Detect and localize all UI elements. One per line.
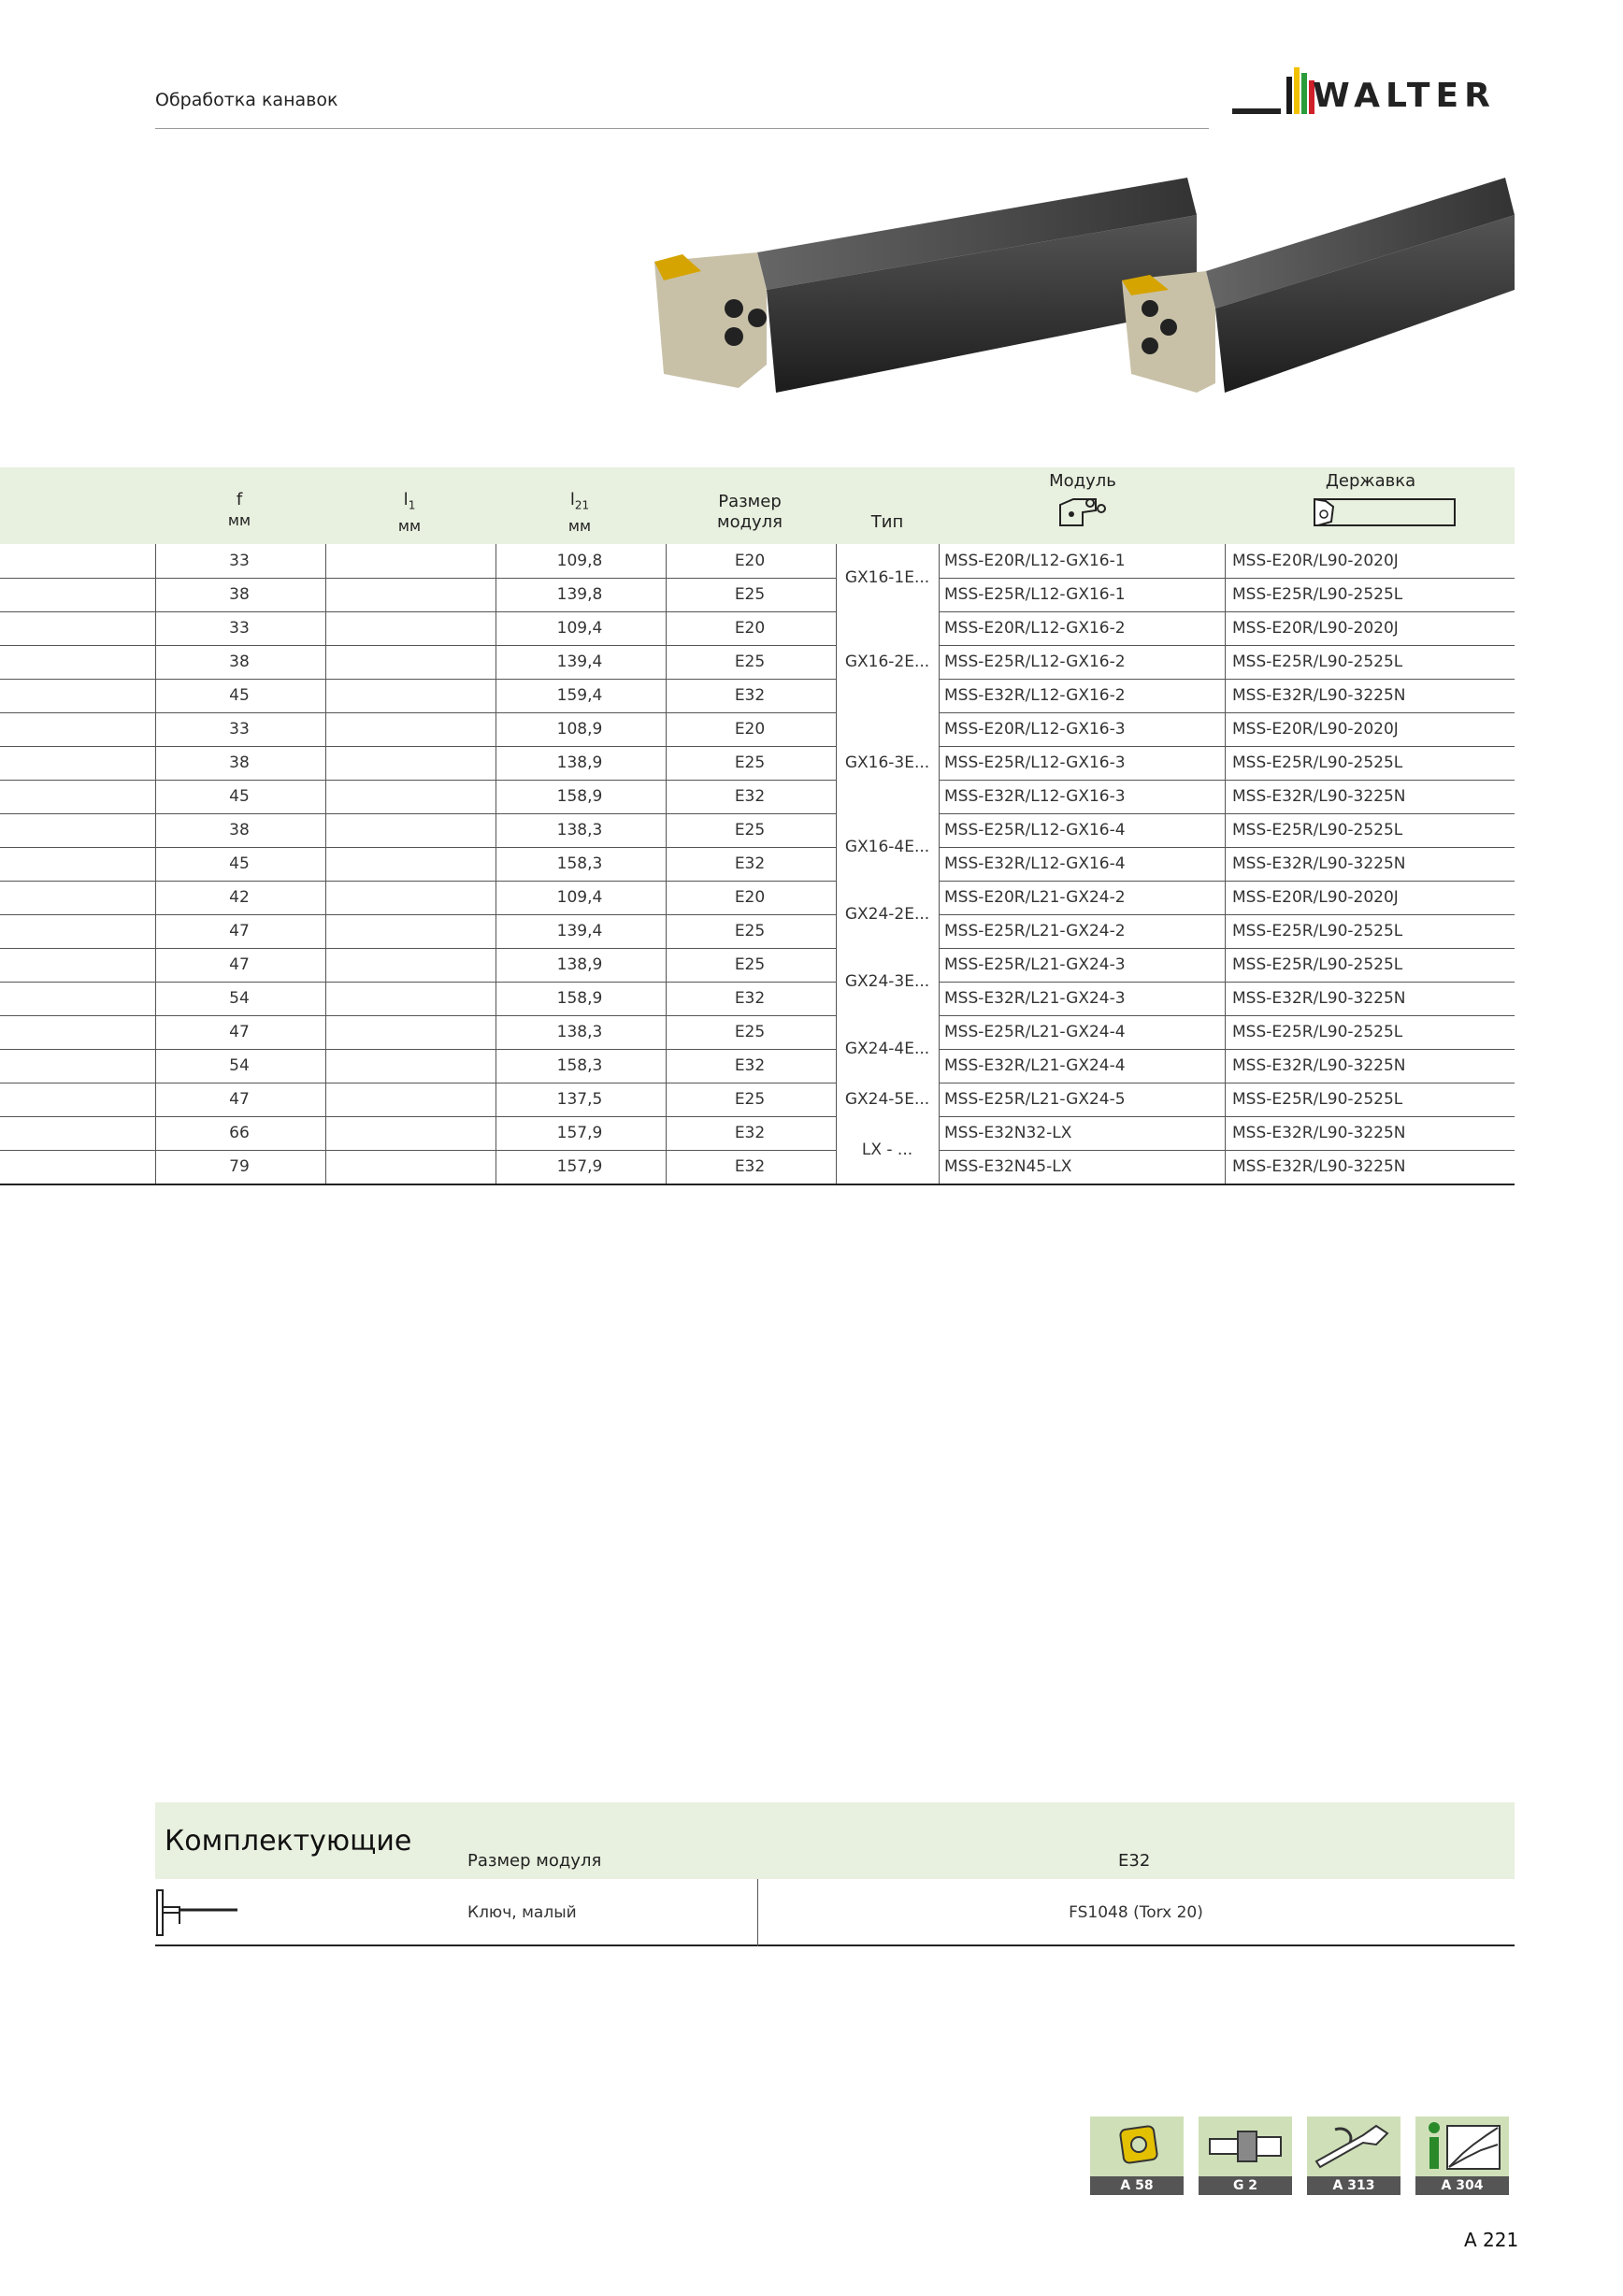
- table-row: [0, 1150, 1515, 1185]
- cell-type: GX24-2E...: [836, 881, 939, 947]
- table-row: [0, 847, 1515, 882]
- cell-l21: 157,9: [556, 1157, 603, 1176]
- cell-size: E25: [734, 585, 766, 604]
- column-divider: [1225, 544, 1226, 1184]
- cell-l21: 139,8: [556, 585, 603, 604]
- cell-f: 33: [229, 720, 250, 739]
- table-row: [0, 1116, 1515, 1151]
- table-row: [0, 578, 1515, 612]
- cell-f: 45: [229, 686, 250, 705]
- column-divider: [836, 544, 837, 1184]
- cell-module: MSS-E32N45-LX: [944, 1157, 1072, 1176]
- cell-type: GX16-2E...: [836, 611, 939, 711]
- cell-holder: MSS-E32R/L90-3225N: [1232, 854, 1406, 873]
- cell-size: E32: [734, 1124, 766, 1142]
- cell-holder: MSS-E32R/L90-3225N: [1232, 989, 1406, 1008]
- cell-f: 42: [229, 888, 250, 907]
- cell-module: MSS-E25R/L12-GX16-2: [944, 653, 1126, 671]
- cell-size: E32: [734, 787, 766, 806]
- cell-holder: MSS-E25R/L90-2525L: [1232, 821, 1403, 839]
- ref-info[interactable]: [1415, 2117, 1509, 2195]
- cell-l21: 159,4: [556, 686, 603, 705]
- cell-size: E32: [734, 989, 766, 1008]
- cell-module: MSS-E25R/L21-GX24-4: [944, 1023, 1126, 1041]
- col-module: Модуль: [942, 471, 1223, 537]
- cell-l21: 158,9: [556, 787, 603, 806]
- cell-size: E32: [734, 1157, 766, 1176]
- cell-type: GX16-4E...: [836, 813, 939, 880]
- cell-type: GX24-4E...: [836, 1015, 939, 1082]
- cell-f: 45: [229, 854, 250, 873]
- cell-size: E32: [734, 686, 766, 705]
- cell-f: 47: [229, 1023, 250, 1041]
- table-row: [0, 611, 1515, 646]
- cell-size: E20: [734, 888, 766, 907]
- tool-image-left: [645, 178, 1524, 393]
- cell-size: E25: [734, 1090, 766, 1109]
- cell-f: 38: [229, 753, 250, 772]
- cell-holder: MSS-E25R/L90-2525L: [1232, 1023, 1403, 1041]
- section-title: Обработка канавок: [155, 90, 338, 110]
- cell-holder: MSS-E32R/L90-3225N: [1232, 1124, 1406, 1142]
- cell-f: 47: [229, 922, 250, 940]
- cell-module: MSS-E25R/L12-GX16-1: [944, 585, 1126, 604]
- table-row: [0, 780, 1515, 814]
- table-row: [0, 948, 1515, 983]
- cell-f: 54: [229, 989, 250, 1008]
- col-size: Размер модуля: [716, 492, 783, 532]
- cell-holder: MSS-E20R/L90-2020J: [1232, 888, 1399, 907]
- cell-size: E25: [734, 955, 766, 974]
- insert-icon: [1090, 2117, 1184, 2176]
- accessories-item-name: Ключ, малый: [467, 1903, 577, 1922]
- holder-icon: [1277, 494, 1464, 531]
- cell-module: MSS-E20R/L21-GX24-2: [944, 888, 1126, 907]
- cell-module: MSS-E32R/L12-GX16-3: [944, 787, 1126, 806]
- cell-holder: MSS-E32R/L90-3225N: [1232, 686, 1406, 705]
- cell-f: 38: [229, 585, 250, 604]
- column-divider: [666, 544, 667, 1184]
- cell-l21: 108,9: [556, 720, 603, 739]
- cell-size: E20: [734, 720, 766, 739]
- table-row: [0, 881, 1515, 915]
- cell-l21: 158,9: [556, 989, 603, 1008]
- cell-size: E25: [734, 653, 766, 671]
- cell-size: E32: [734, 854, 766, 873]
- cell-l21: 138,3: [556, 1023, 603, 1041]
- cell-holder: MSS-E20R/L90-2020J: [1232, 552, 1399, 570]
- cell-module: MSS-E25R/L21-GX24-2: [944, 922, 1126, 940]
- table-row: [0, 813, 1515, 848]
- table-row: [0, 712, 1515, 747]
- column-divider: [155, 544, 156, 1184]
- wrench-icon: [1307, 2117, 1400, 2176]
- cell-type: GX16-1E...: [836, 544, 939, 610]
- info-icon: [1415, 2117, 1509, 2176]
- holder-icon: [1199, 2117, 1292, 2176]
- cell-holder: MSS-E25R/L90-2525L: [1232, 585, 1403, 604]
- col-l21: $l_{21}$ мм: [567, 490, 592, 535]
- ref-holder[interactable]: [1199, 2117, 1292, 2195]
- table-header: [0, 467, 1515, 544]
- cell-size: E25: [734, 821, 766, 839]
- table-row: [0, 679, 1515, 713]
- table-row: [0, 544, 1515, 579]
- cell-type: LX - ...: [836, 1116, 939, 1183]
- ref-insert[interactable]: [1090, 2117, 1184, 2195]
- cell-f: 79: [229, 1157, 250, 1176]
- accessories-size-label: Размер модуля: [467, 1851, 602, 1871]
- ref-holder-label: G 2: [1199, 2176, 1292, 2195]
- cell-f: 45: [229, 787, 250, 806]
- cell-holder: MSS-E25R/L90-2525L: [1232, 922, 1403, 940]
- torx-key-icon: [155, 1887, 239, 1939]
- cell-l21: 138,9: [556, 753, 603, 772]
- cell-l21: 137,5: [556, 1090, 603, 1109]
- header-rule: [155, 128, 1209, 129]
- cell-f: 66: [229, 1124, 250, 1142]
- cell-holder: MSS-E25R/L90-2525L: [1232, 1090, 1403, 1109]
- cell-module: MSS-E20R/L12-GX16-1: [944, 552, 1126, 570]
- table-row: [0, 645, 1515, 680]
- cell-f: 33: [229, 552, 250, 570]
- cell-f: 38: [229, 821, 250, 839]
- cell-l21: 109,4: [556, 888, 603, 907]
- cell-size: E25: [734, 753, 766, 772]
- cell-module: MSS-E32R/L21-GX24-3: [944, 989, 1126, 1008]
- cell-f: 47: [229, 955, 250, 974]
- cell-module: MSS-E20R/L12-GX16-3: [944, 720, 1126, 739]
- cell-size: E20: [734, 552, 766, 570]
- ref-wrench-label: A 313: [1307, 2176, 1400, 2195]
- module-icon: [1055, 494, 1111, 531]
- table-row: [0, 982, 1515, 1016]
- accessories-item-value: FS1048 (Torx 20): [1069, 1903, 1203, 1922]
- cell-module: MSS-E32R/L12-GX16-2: [944, 686, 1126, 705]
- cell-l21: 139,4: [556, 653, 603, 671]
- column-divider: [325, 544, 326, 1184]
- cell-holder: MSS-E20R/L90-2020J: [1232, 720, 1399, 739]
- table-row: [0, 746, 1515, 781]
- cell-f: 38: [229, 653, 250, 671]
- cell-module: MSS-E20R/L12-GX16-2: [944, 619, 1126, 638]
- accessories-title: Комплектующие: [165, 1825, 412, 1858]
- cell-size: E32: [734, 1056, 766, 1075]
- cell-module: MSS-E32R/L21-GX24-4: [944, 1056, 1126, 1075]
- col-l1: $l_1$ мм: [397, 490, 422, 535]
- cell-size: E25: [734, 1023, 766, 1041]
- col-holder: Державка: [1230, 471, 1511, 537]
- accessories-size-value: E32: [1118, 1851, 1151, 1871]
- cell-type: GX24-3E...: [836, 948, 939, 1014]
- walter-logo: [1232, 60, 1513, 127]
- cell-holder: MSS-E25R/L90-2525L: [1232, 955, 1403, 974]
- cell-type: GX24-5E...: [836, 1083, 939, 1115]
- table-row: [0, 1015, 1515, 1050]
- cell-module: MSS-E32N32-LX: [944, 1124, 1072, 1142]
- ref-insert-label: A 58: [1090, 2176, 1184, 2195]
- cell-f: 54: [229, 1056, 250, 1075]
- cell-size: E20: [734, 619, 766, 638]
- cell-f: 33: [229, 619, 250, 638]
- table-row: [0, 1049, 1515, 1083]
- cell-module: MSS-E32R/L12-GX16-4: [944, 854, 1126, 873]
- ref-info-label: A 304: [1415, 2176, 1509, 2195]
- ref-wrench[interactable]: [1307, 2117, 1400, 2195]
- cell-l21: 158,3: [556, 854, 603, 873]
- cell-l21: 109,8: [556, 552, 603, 570]
- cell-holder: MSS-E25R/L90-2525L: [1232, 653, 1403, 671]
- cell-l21: 158,3: [556, 1056, 603, 1075]
- table-row: [0, 1083, 1515, 1117]
- cell-type: GX16-3E...: [836, 712, 939, 812]
- logo-text: WALTER: [1313, 77, 1496, 115]
- cell-l21: 157,9: [556, 1124, 603, 1142]
- cell-holder: MSS-E32R/L90-3225N: [1232, 1056, 1406, 1075]
- cell-l21: 138,3: [556, 821, 603, 839]
- page-number: A 221: [1464, 2229, 1519, 2251]
- cell-module: MSS-E25R/L21-GX24-3: [944, 955, 1126, 974]
- cell-holder: MSS-E25R/L90-2525L: [1232, 753, 1403, 772]
- cell-f: 47: [229, 1090, 250, 1109]
- column-divider: [939, 544, 940, 1184]
- cell-l21: 109,4: [556, 619, 603, 638]
- cell-module: MSS-E25R/L21-GX24-5: [944, 1090, 1126, 1109]
- cell-module: MSS-E25R/L12-GX16-4: [944, 821, 1126, 839]
- cell-size: E25: [734, 922, 766, 940]
- cell-l21: 139,4: [556, 922, 603, 940]
- col-f: f мм: [227, 490, 251, 529]
- table-row: [0, 914, 1515, 949]
- cell-holder: MSS-E20R/L90-2020J: [1232, 619, 1399, 638]
- cell-l21: 138,9: [556, 955, 603, 974]
- cell-holder: MSS-E32R/L90-3225N: [1232, 1157, 1406, 1176]
- cell-holder: MSS-E32R/L90-3225N: [1232, 787, 1406, 806]
- cell-module: MSS-E25R/L12-GX16-3: [944, 753, 1126, 772]
- col-type: Тип: [870, 512, 904, 532]
